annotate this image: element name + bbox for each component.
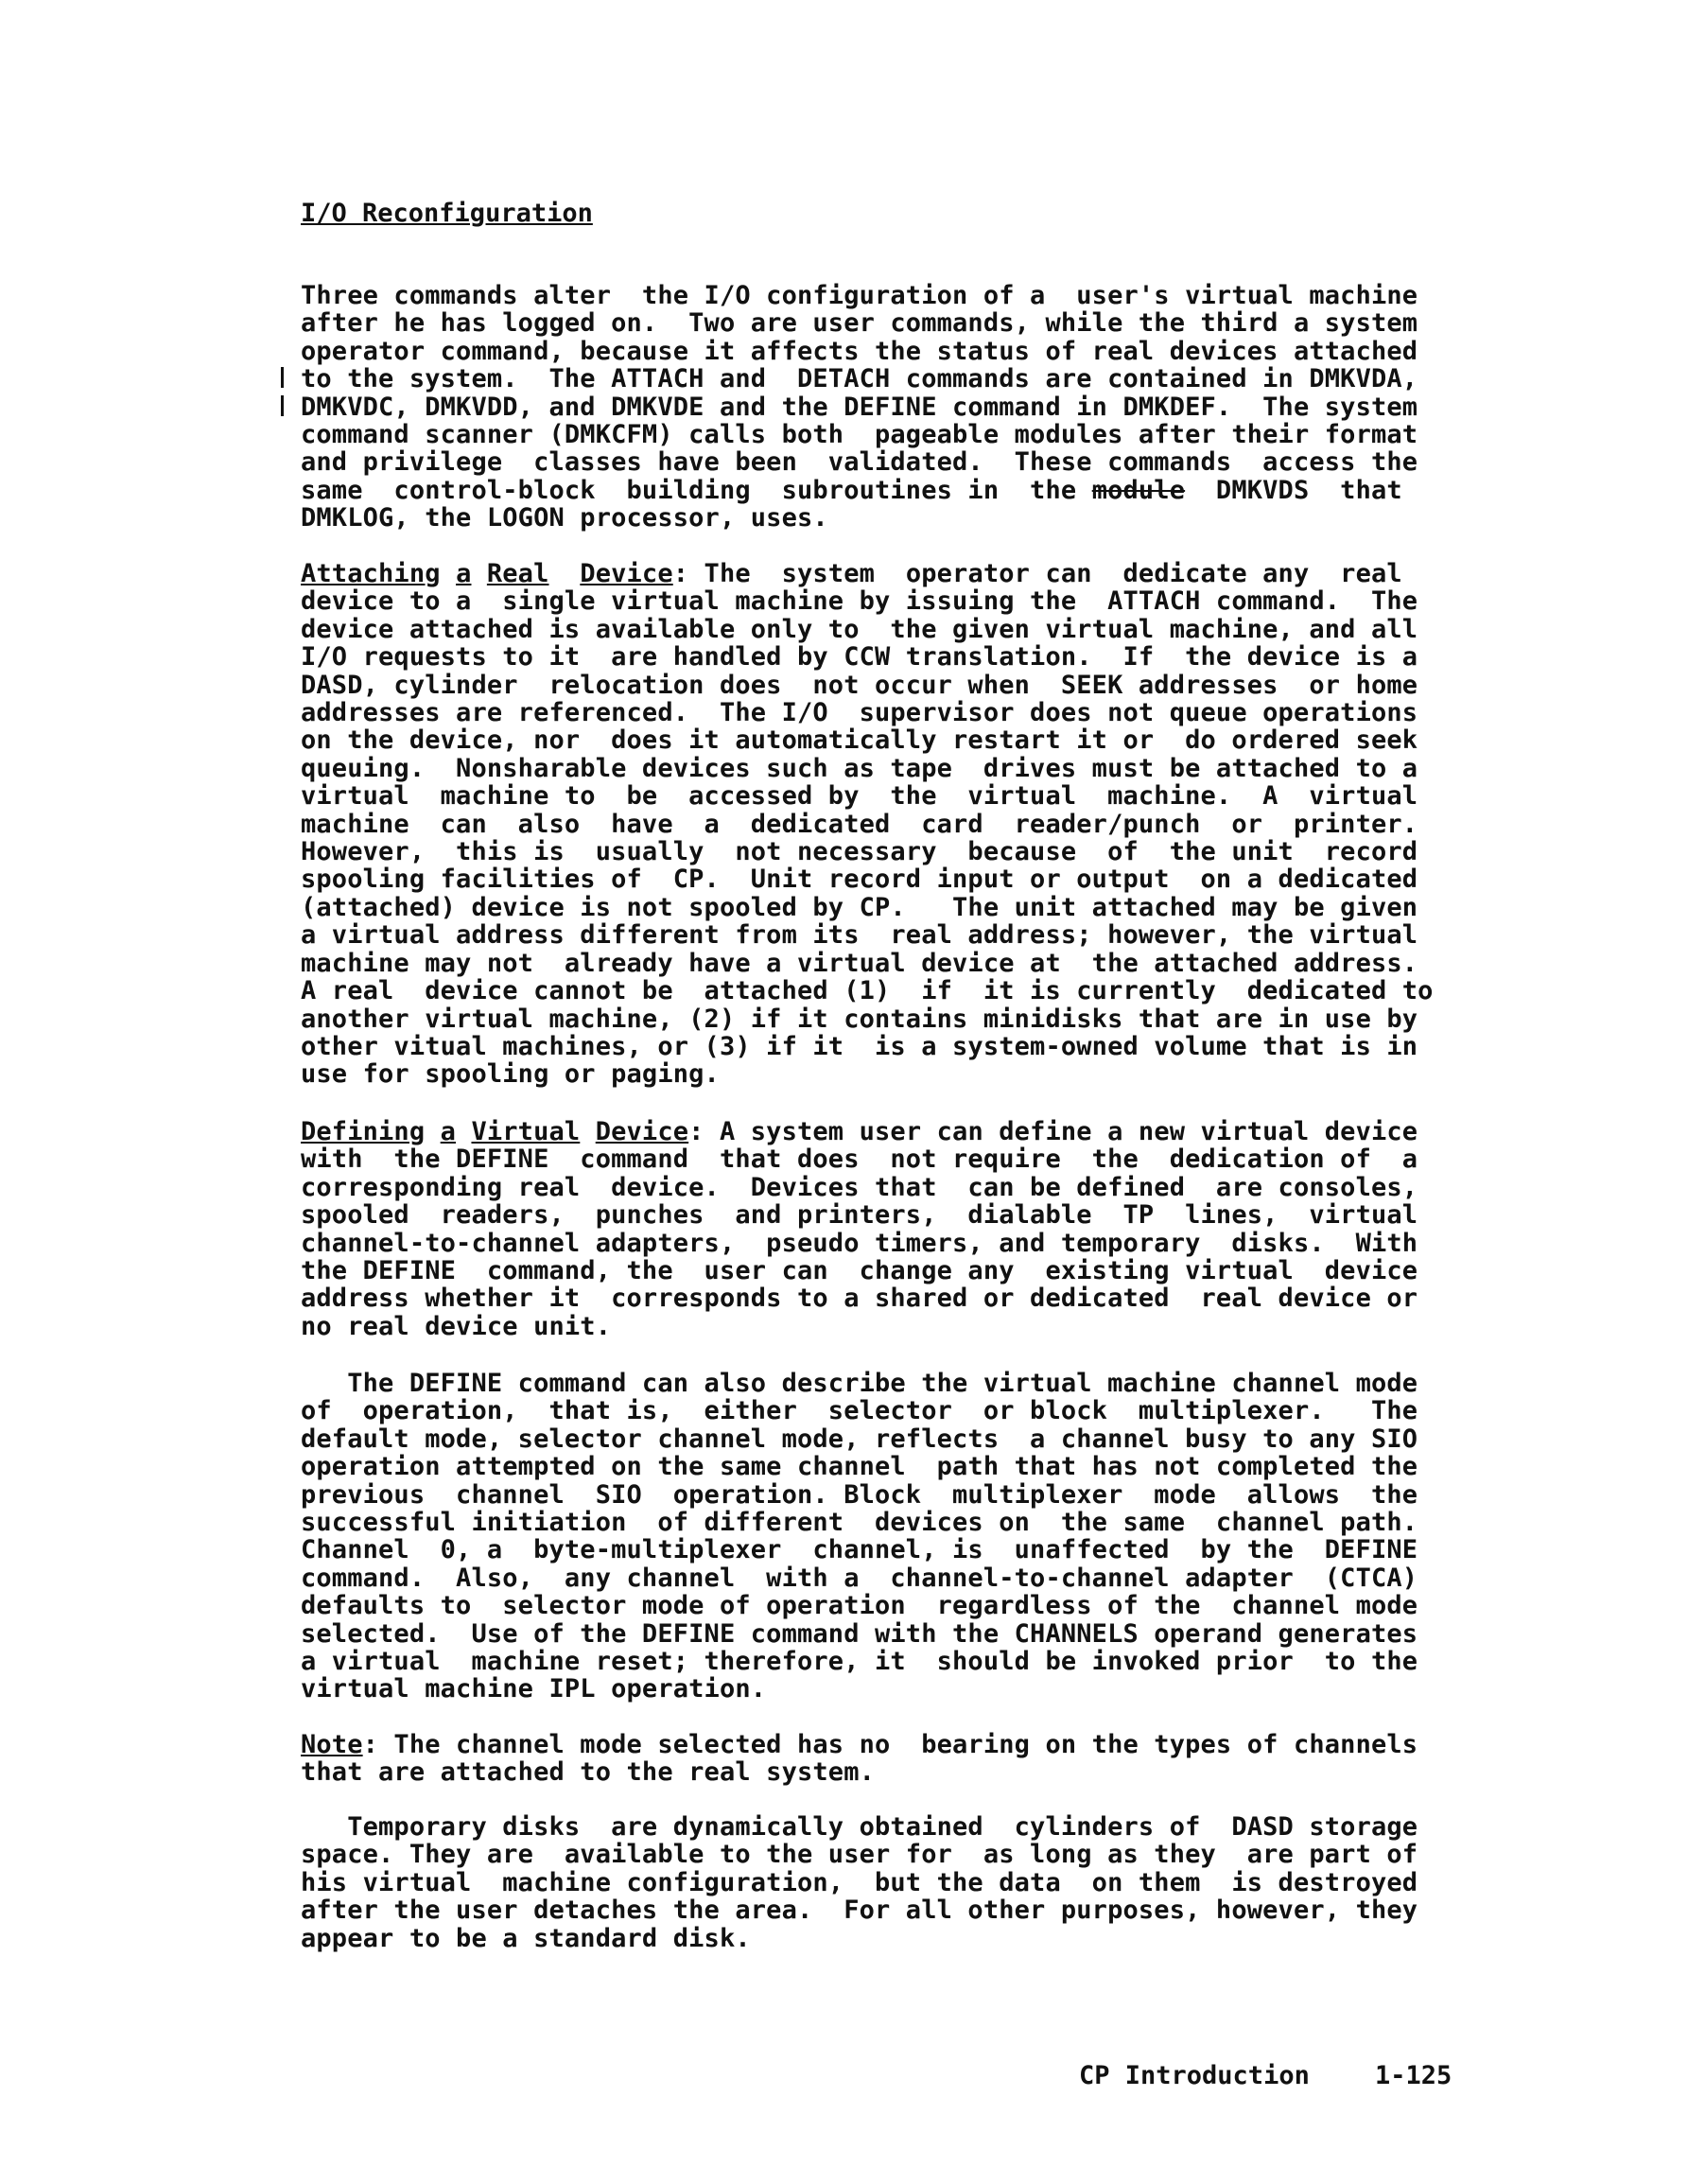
text-line: previous channel SIO operation. Block multiplexer mode allows the [301, 1479, 1418, 1510]
text-line: spooling facilities of CP. Unit record input or output on a dedicated [301, 865, 1418, 895]
paragraph-title-word: Defining [301, 1117, 426, 1146]
text-line: successful initiation of different devices on the same channel path. [301, 1508, 1418, 1538]
text-line: addresses are referenced. The I/O supervisor does not queue operations [301, 698, 1418, 728]
text-line: other vitual machines, or (3) if it is a system-owned volume that is in [301, 1031, 1418, 1061]
text-line: default mode, selector channel mode, reflects a channel busy to any SIO [301, 1424, 1418, 1454]
paragraph-title-word: Device [580, 559, 673, 588]
text-line: after the user detaches the area. For all other purposes, however, they [301, 1896, 1418, 1926]
text-line: : The system operator can dedicate any real [672, 559, 1402, 588]
text-line: address whether it corresponds to a shared or dedicated real device or [301, 1284, 1418, 1314]
text-line: operation attempted on the same channel path that has not completed the [301, 1452, 1418, 1482]
text-line: no real device unit. [301, 1311, 612, 1341]
paragraph-title-word: Virtual [471, 1117, 581, 1146]
text-line: command scanner (DMKCFM) calls both pageable modules after their format [301, 420, 1418, 450]
text-line: DMKVDC, DMKVDD, and DMKVDE and the DEFINE command in DMKDEF. The system [301, 392, 1418, 422]
text-line: virtual machine IPL operation. [301, 1674, 767, 1704]
text-line: his virtual machine configuration, but the data on them is destroyed [301, 1867, 1418, 1897]
text-line: Temporary disks are dynamically obtained cylinders of DASD storage [301, 1812, 1418, 1842]
text-line: : The channel mode selected has no bearing on the types of channels [362, 1730, 1418, 1759]
page-number: 1-125 [1375, 2061, 1452, 2090]
text-line: A real device cannot be attached (1) if it is currently dedicated to [301, 976, 1434, 1006]
text-line: The DEFINE command can also describe the virtual machine channel mode [301, 1369, 1418, 1398]
text-line: that are attached to the real system. [301, 1757, 875, 1788]
change-bar [281, 395, 284, 416]
text-line: a virtual address different from its real address; however, the virtual [301, 920, 1418, 951]
note-label: Note [301, 1730, 363, 1759]
text-line: corresponding real device. Devices that can be defined are consoles, [301, 1172, 1418, 1202]
text-line: command. Also, any channel with a channel-to-channel adapter (CTCA) [301, 1563, 1418, 1593]
text-line: the DEFINE command, the user can change any existing virtual device [301, 1256, 1418, 1286]
text-line: with the DEFINE command that does not require the dedication of a [301, 1144, 1418, 1175]
text-line: same control-block building subroutines in the [301, 475, 1092, 505]
text-line: channel-to-channel adapters, pseudo timers, and temporary disks. With [301, 1228, 1418, 1258]
paragraph-intro [301, 282, 1417, 533]
text-line: on the device, nor does it automatically restart it or do ordered seek [301, 725, 1418, 756]
text-line: DASD, cylinder relocation does not occur when SEEK addresses or home [301, 670, 1418, 700]
section-heading: I/O Reconfiguration [301, 199, 593, 228]
paragraph-attaching [301, 560, 1434, 1089]
text-line: However, this is usually not necessary because of the unit record [301, 837, 1418, 867]
text-line: device attached is available only to the given virtual machine, and all [301, 614, 1418, 644]
text-line: DMKVDS that [1185, 475, 1402, 505]
change-bar [281, 367, 284, 388]
text-line: a virtual machine reset; therefore, it should be invoked prior to the [301, 1647, 1418, 1677]
text-line: Channel 0, a byte-multiplexer channel, is unaffected by the DEFINE [301, 1535, 1418, 1565]
footer-section-title: CP Introduction [1079, 2061, 1310, 2090]
text-line: device to a single virtual machine by issuing the ATTACH command. The [301, 586, 1418, 617]
paragraph-title-word: Attaching [301, 559, 441, 588]
paragraph-channel-mode [301, 1370, 1417, 1704]
text-line: use for spooling or paging. [301, 1059, 720, 1090]
text-line: Three commands alter the I/O configuration of a user's virtual machine [301, 281, 1418, 310]
text-line: machine can also have a dedicated card reader/punch or printer. [301, 809, 1418, 839]
struck-word: module [1091, 475, 1186, 505]
text-line: operator command, because it affects the status of real devices attached [301, 336, 1418, 366]
text-line: selected. Use of the DEFINE command with the CHANNELS operand generates [301, 1618, 1418, 1649]
text-line: I/O requests to it are handled by CCW translation. If the device is a [301, 642, 1418, 673]
paragraph-title-word: Device [595, 1117, 689, 1146]
paragraph-title-word: Real [486, 559, 549, 588]
text-line: virtual machine to be accessed by the virtual machine. A virtual [301, 781, 1418, 812]
text-line: appear to be a standard disk. [301, 1923, 751, 1953]
text-line: of operation, that is, either selector or block multiplexer. The [301, 1396, 1418, 1426]
text-line: another virtual machine, (2) if it contains minidisks that are in use by [301, 1004, 1418, 1034]
paragraph-note [301, 1731, 1417, 1787]
paragraph-title-word: a [440, 1117, 457, 1146]
text-line: queuing. Nonsharable devices such as tape drives must be attached to a [301, 753, 1418, 783]
text-line: machine may not already have a virtual device at the attached address. [301, 948, 1418, 978]
text-line: defaults to selector mode of operation regardless of the channel mode [301, 1591, 1418, 1621]
text-line: and privilege classes have been validated. These commands access the [301, 447, 1418, 478]
text-line: to the system. The ATTACH and DETACH commands are contained in DMKVDA, [301, 364, 1418, 394]
text-line: (attached) device is not spooled by CP. The unit attached may be given [301, 892, 1418, 922]
text-line: DMKLOG, the LOGON processor, uses. [301, 503, 828, 533]
paragraph-temporary-disks [301, 1813, 1417, 1952]
text-line: after he has logged on. Two are user commands, while the third a system [301, 308, 1418, 339]
text-line: : A system user can define a new virtual device [688, 1117, 1418, 1146]
text-line: spooled readers, punches and printers, dialable TP lines, virtual [301, 1200, 1418, 1231]
text-line: space. They are available to the user for as long as they are part of [301, 1840, 1418, 1870]
paragraph-defining [301, 1118, 1417, 1340]
paragraph-title-word: a [456, 559, 472, 588]
